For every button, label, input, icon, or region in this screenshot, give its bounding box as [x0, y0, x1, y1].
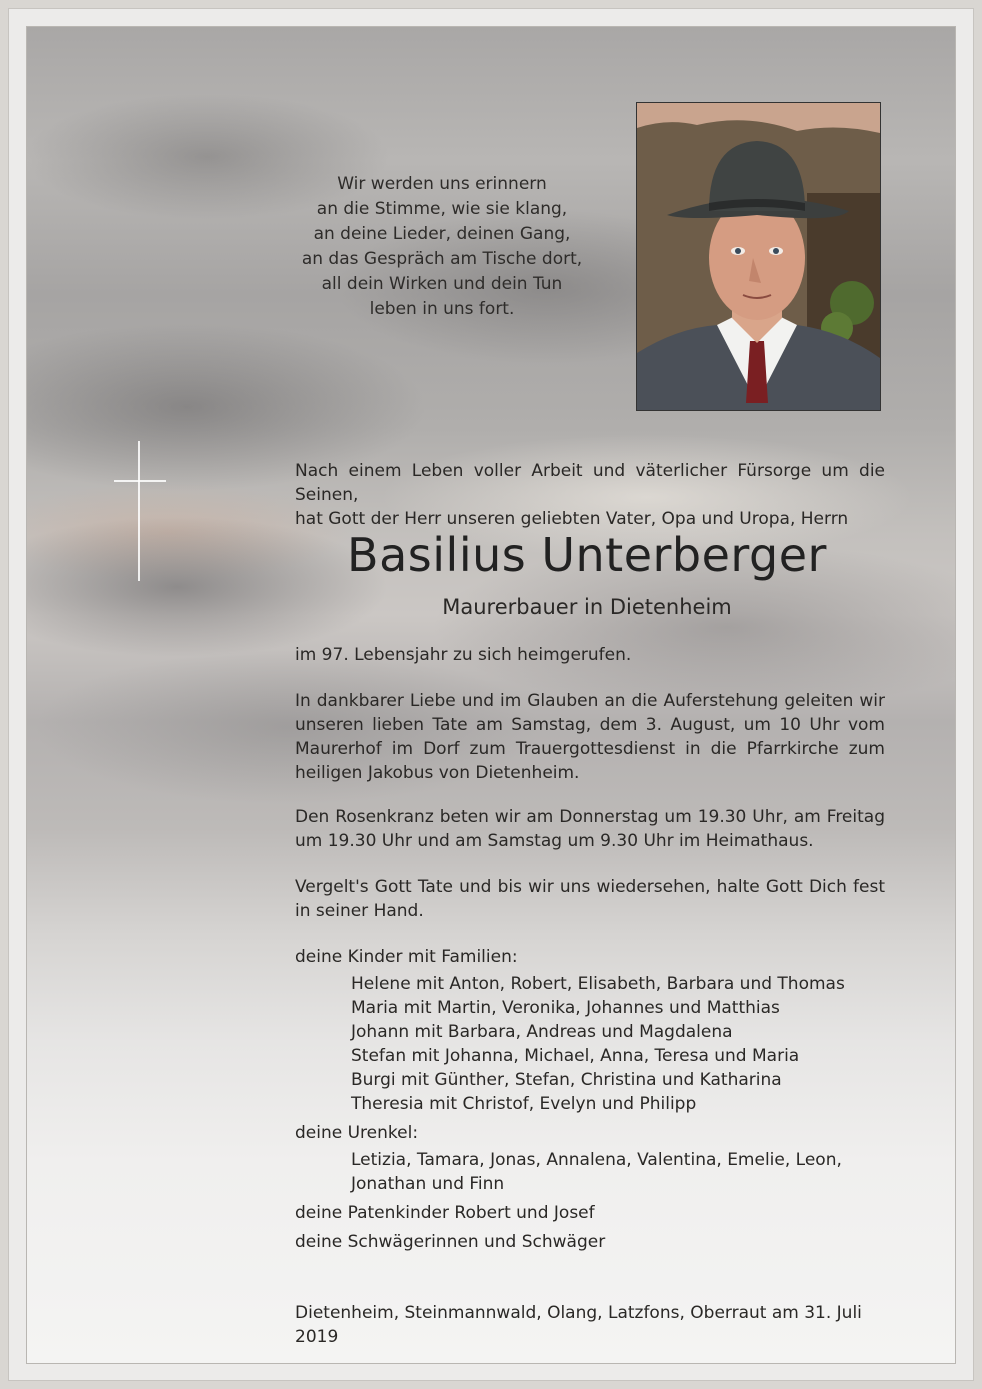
- in-laws-line: deine Schwägerinnen und Schwäger: [295, 1232, 606, 1252]
- list-item: Maria mit Martin, Veronika, Johannes und Matthias: [351, 998, 780, 1018]
- portrait-illustration: [637, 103, 880, 410]
- list-item: Theresia mit Christof, Evelyn und Philipp: [351, 1094, 697, 1114]
- list-item: Burgi mit Günther, Stefan, Christina und Katharina: [351, 1070, 782, 1090]
- poem-line: an deine Lieder, deinen Gang,: [313, 224, 571, 244]
- godchildren-line: deine Patenkinder Robert und Josef: [295, 1203, 595, 1223]
- list-item: Helene mit Anton, Robert, Elisabeth, Barbara und Thomas: [351, 974, 845, 994]
- obituary-panel: [26, 26, 956, 1364]
- rosary-text: Den Rosenkranz beten wir am Donnerstag um 19.30 Uhr, am Freitag um 19.30 Uhr und am Samstag um 9.30 Uhr im Heimathaus.: [295, 807, 885, 851]
- list-item: Johann mit Barbara, Andreas und Magdalena: [351, 1022, 733, 1042]
- list-item: Letizia, Tamara, Jonas, Annalena, Valentina, Emelie, Leon,: [351, 1150, 842, 1170]
- great-grandchildren-label: deine Urenkel:: [295, 1123, 419, 1143]
- poem-line: an die Stimme, wie sie klang,: [316, 199, 568, 219]
- poem-line: an das Gespräch am Tische dort,: [301, 249, 583, 269]
- intro-line-1: Nach einem Leben voller Arbeit und väterlicher Fürsorge um die Seinen,: [295, 461, 885, 505]
- place-date-footer: Dietenheim, Steinmannwald, Olang, Latzfons, Oberraut am 31. Juli 2019: [295, 1303, 862, 1347]
- poem-line: Wir werden uns erinnern: [337, 174, 547, 194]
- portrait-photo: [636, 102, 881, 411]
- family-list: [295, 945, 885, 1254]
- intro-line-2: hat Gott der Herr unseren geliebten Vater, Opa und Uropa, Herrn: [295, 509, 849, 529]
- funeral-text: In dankbarer Liebe und im Glauben an die Auferstehung geleiten wir unseren lieben Tate am Samstag, dem 3. August, um 10 Uhr vom Maurerhof im Dorf zum Trauergottesdienst in die Pfarrkirche zum heiligen Jakobus von Dietenheim.: [295, 691, 885, 783]
- intro-text: [295, 459, 885, 531]
- farewell-text: Vergelt's Gott Tate und bis wir uns wiedersehen, halte Gott Dich fest in seiner Hand.: [295, 877, 885, 921]
- deceased-name: Basilius Unterberger: [347, 528, 827, 582]
- children-label: deine Kinder mit Familien:: [295, 947, 518, 967]
- death-notice-text: im 97. Lebensjahr zu sich heimgerufen.: [295, 645, 632, 665]
- cross-icon-horizontal-bar: [114, 480, 166, 482]
- poem-line: leben in uns fort.: [369, 299, 515, 319]
- cross-icon-vertical-bar: [138, 441, 140, 581]
- list-item: Stefan mit Johanna, Michael, Anna, Teresa und Maria: [351, 1046, 800, 1066]
- poem-line: all dein Wirken und dein Tun: [321, 274, 563, 294]
- list-item: Jonathan und Finn: [351, 1174, 505, 1194]
- memorial-poem: [257, 172, 627, 322]
- deceased-title: Maurerbauer in Dietenheim: [442, 595, 732, 619]
